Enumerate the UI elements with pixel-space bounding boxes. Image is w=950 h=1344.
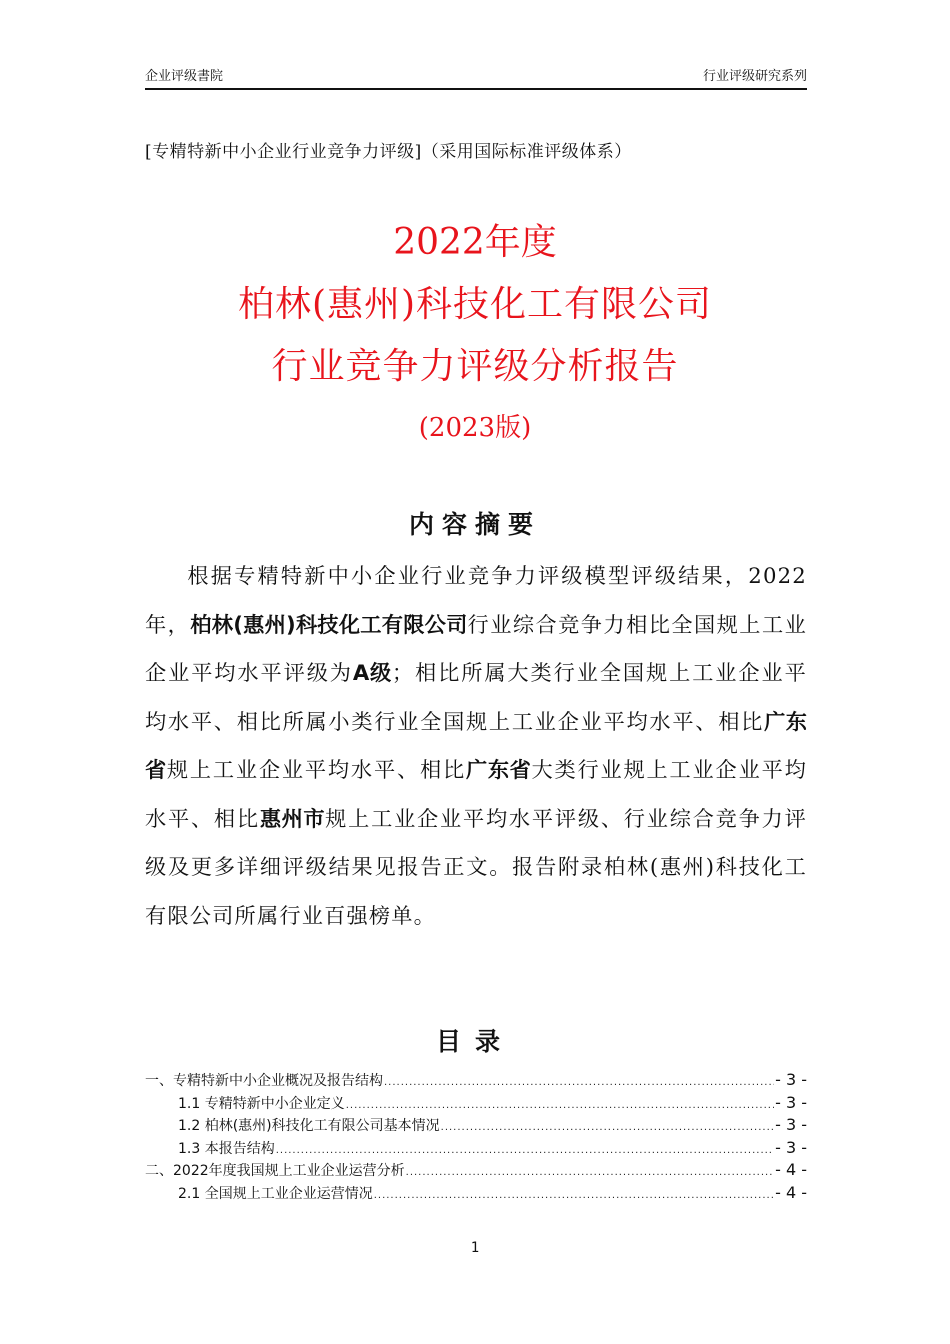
summary-heading: 内容摘要 [408, 510, 541, 539]
toc-item-label[interactable]: 一、专精特新中小企业概况及报告结构 [145, 1073, 383, 1089]
summary-province: 广东省 [145, 708, 807, 782]
toc-item[interactable] [145, 1159, 807, 1182]
category-line: [专精特新中小企业行业竞争力评级]（采用国际标准评级体系） [145, 142, 632, 162]
toc-leader-dots [406, 1162, 774, 1185]
summary-text: 行业综合竞争力相比全国规上工业企业平均水平评级为 [145, 611, 807, 685]
header-series: 行业评级研究系列 [702, 69, 807, 84]
summary-text: 规上工业企业平均水平、相比 [166, 757, 466, 782]
summary-text: ；相比所属大类行业全国规上工业企业平均水平、相比所属小类行业全国规上工业企业平均水平、相比 [145, 660, 807, 734]
toc-item-label[interactable]: 1.1 专精特新中小企业定义 [178, 1095, 345, 1112]
toc-leader-dots [276, 1140, 774, 1163]
toc-item-label[interactable]: 二、2022年度我国规上工业企业运营分析 [145, 1163, 405, 1179]
page-header [145, 68, 807, 90]
toc-item[interactable] [145, 1069, 807, 1092]
table-of-contents [145, 1069, 807, 1204]
summary-text: 根据专精特新中小企业行业竞争力评级模型评级结果，2022年， [145, 563, 807, 637]
page-number: 1 [470, 1240, 480, 1256]
header-publisher: 企业评级書院 [145, 69, 224, 84]
summary-text: 规上工业企业平均水平评级、行业综合竞争力评级及更多详细评级结果见报告正文。报告附录柏林(惠州)科技化工有限公司所属行业百强榜单。 [145, 805, 807, 928]
toc-heading: 目录 [435, 1027, 514, 1056]
summary-company-name: 柏林(惠州)科技化工有限公司 [190, 611, 468, 637]
summary-rating: A级 [352, 660, 392, 685]
toc-item-page: - 3 - [775, 1115, 807, 1134]
title-edition: (2023版) [418, 413, 532, 443]
toc-item-label[interactable]: 1.2 柏林(惠州)科技化工有限公司基本情况 [178, 1118, 440, 1134]
title-company: 柏林(惠州)科技化工有限公司 [237, 284, 713, 325]
toc-item-label[interactable]: 1.3 本报告结构 [178, 1140, 275, 1157]
toc-item[interactable] [145, 1114, 807, 1137]
toc-item-page: - 4 - [775, 1160, 807, 1179]
summary-text: 大类行业规上工业企业平均水平、相比 [145, 757, 807, 831]
summary-paragraph [145, 552, 807, 940]
summary-city: 惠州市 [259, 805, 326, 831]
toc-item-label[interactable]: 2.1 全国规上工业企业运营情况 [178, 1185, 373, 1202]
toc-item[interactable] [145, 1182, 807, 1205]
toc-leader-dots [384, 1072, 774, 1095]
summary-province: 广东省 [466, 757, 532, 782]
toc-item[interactable] [145, 1137, 807, 1160]
title-year: 2022年度 [393, 222, 557, 263]
report-title [0, 212, 950, 458]
toc-item-page: - 3 - [775, 1092, 807, 1112]
toc-leader-dots [441, 1117, 774, 1140]
title-report-type: 行业竞争力评级分析报告 [271, 346, 679, 387]
toc-item-page: - 3 - [775, 1137, 807, 1157]
toc-item-page: - 3 - [775, 1070, 807, 1089]
toc-leader-dots [346, 1095, 774, 1118]
toc-item[interactable] [145, 1092, 807, 1115]
toc-leader-dots [374, 1185, 774, 1208]
toc-item-page: - 4 - [775, 1182, 807, 1202]
